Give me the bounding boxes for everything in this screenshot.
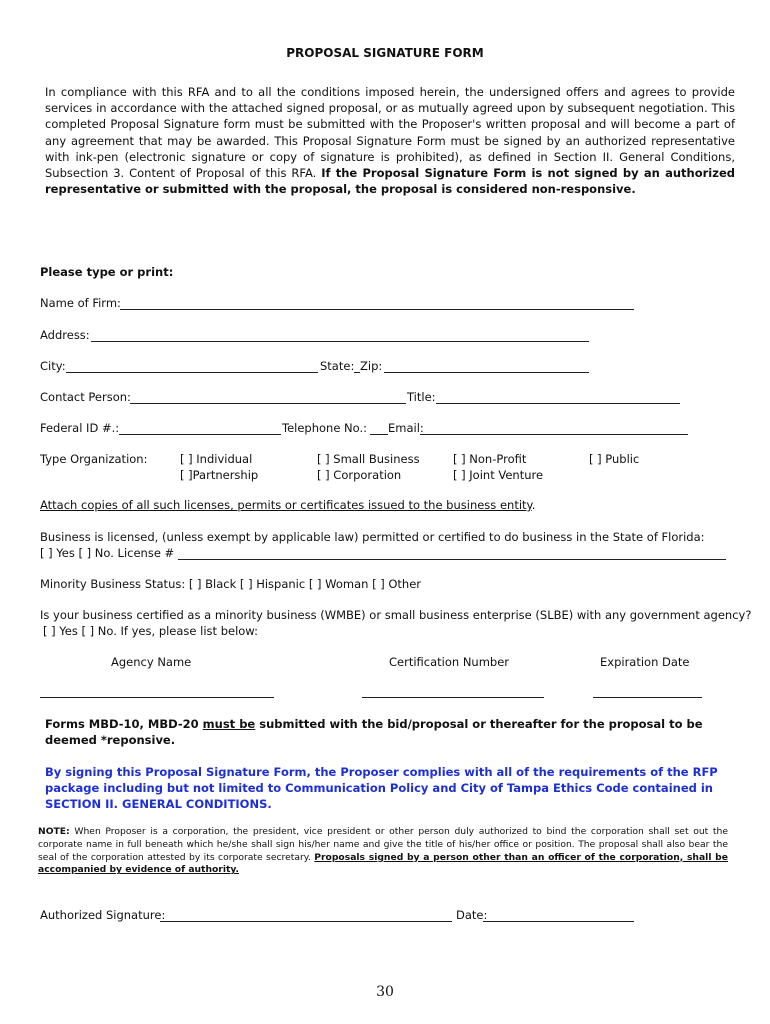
forms-notice-part1: Forms MBD-10, MBD-20 (45, 717, 203, 731)
date-field[interactable] (483, 921, 634, 922)
checkbox-non-profit[interactable]: [ ] Non-Profit (453, 452, 527, 466)
federal-id-field[interactable] (119, 434, 281, 435)
license-number-field[interactable] (178, 559, 726, 560)
authorized-signature-field[interactable] (160, 921, 452, 922)
checkbox-public[interactable]: [ ] Public (589, 452, 640, 466)
certified-question: Is your business certified as a minority business (WMBE) or small business enterprise (SLBE) with any government agency? (40, 608, 752, 622)
signing-notice: By signing this Proposal Signature Form, the Proposer complies with all of the requirements of the RFP package including but not limited to Communication Policy and City of Tampa Ethics Code contained in SECTION II. GENERAL CONDITIONS. (45, 765, 718, 811)
attach-copies-note (40, 498, 535, 512)
expiration-date-header: Expiration Date (600, 655, 690, 669)
note-text: When Proposer is a corporation, the president, vice president or other person duly authorized to bind the corporation shall set out the corporate name in full beneath which he/she shall sign his/her name and give the title of his/her office or position. The proposal shall also bear the seal of the corporation attested by its corporate secretary. (38, 826, 728, 863)
state-label: State: (320, 359, 355, 373)
email-label: Email: (388, 421, 424, 435)
federal-id-label: Federal ID #.: (40, 421, 120, 435)
forms-notice-must-be: must be (202, 717, 256, 731)
contact-person-label: Contact Person: (40, 390, 131, 404)
checkbox-small-business[interactable]: [ ] Small Business (317, 452, 420, 466)
zip-field[interactable] (384, 372, 589, 373)
contact-person-field[interactable] (130, 403, 406, 404)
intro-paragraph (45, 84, 735, 197)
authorized-signature-label: Authorized Signature: (40, 908, 166, 922)
telephone-label: Telephone No.: (282, 421, 368, 435)
expiration-date-field[interactable] (593, 697, 702, 698)
title-field[interactable] (436, 403, 680, 404)
minority-status[interactable]: Minority Business Status: [ ] Black [ ] Hispanic [ ] Woman [ ] Other (40, 577, 422, 591)
telephone-field[interactable] (370, 434, 388, 435)
checkbox-individual[interactable]: [ ] Individual (180, 452, 253, 466)
intro-text: In compliance with this RFA and to all the conditions imposed herein, the undersigned offers and agrees to provide services in accordance with the attached signed proposal, or as mutually agreed upon by subsequent negotiation. This completed Proposal Signature form must be submitted with the Proposer's written proposal and will become a part of any agreement that may be awarded. This Proposal Signature Form must be signed by an authorized representative with ink-pen (electronic signature or copy of signature is prohibited), as defined in Section II. General Conditions, Subsection 3. Content of Proposal of this RFA. (45, 85, 735, 181)
please-type-label: Please type or print: (40, 265, 174, 279)
note-label: NOTE: (38, 826, 70, 837)
intro-bold-text: If the Proposal Signature Form is not signed by an authorized representative or submitted with the proposal, the proposal is considered non-responsive. (45, 166, 735, 197)
checkbox-corporation[interactable]: [ ] Corporation (317, 468, 402, 482)
agency-name-header: Agency Name (111, 655, 192, 669)
email-field[interactable] (420, 434, 688, 435)
checkbox-partnership[interactable]: [ ]Partnership (180, 468, 259, 482)
checkbox-joint-venture[interactable]: [ ] Joint Venture (453, 468, 544, 482)
certification-number-field[interactable] (362, 697, 544, 698)
title-label: Title: (407, 390, 436, 404)
firm-name-field[interactable] (120, 309, 634, 310)
page-number: 30 (376, 984, 394, 1000)
note-paragraph (38, 826, 728, 877)
address-field[interactable] (91, 341, 589, 342)
date-label: Date: (456, 908, 488, 922)
forms-notice-part3: submitted with the bid/proposal or thereafter for the proposal to be deemed *reponsive. (45, 717, 703, 747)
form-title: PROPOSAL SIGNATURE FORM (286, 46, 484, 60)
city-label: City: (40, 359, 66, 373)
licensed-question: Business is licensed, (unless exempt by applicable law) permitted or certified to do business in the State of Florida: (40, 530, 705, 544)
address-label: Address: (40, 328, 90, 342)
certification-number-header: Certification Number (389, 655, 510, 669)
license-answer[interactable]: [ ] Yes [ ] No. License # (40, 546, 175, 560)
attach-copies-text: Attach copies of all such licenses, permits or certificates issued to the business entity (40, 498, 532, 512)
attach-copies-period: . (531, 498, 536, 512)
type-organization-label: Type Organization: (40, 452, 148, 466)
certified-answer[interactable]: [ ] Yes [ ] No. If yes, please list below: (43, 624, 258, 638)
city-field[interactable] (66, 372, 318, 373)
forms-notice (45, 716, 735, 748)
firm-name-label: Name of Firm: (40, 296, 121, 310)
note-bold-text: Proposals signed by a person other than an officer of the corporation, shall be accompanied by evidence of authority. (38, 851, 728, 876)
agency-name-field[interactable] (40, 697, 274, 698)
zip-label: Zip: (360, 359, 383, 373)
